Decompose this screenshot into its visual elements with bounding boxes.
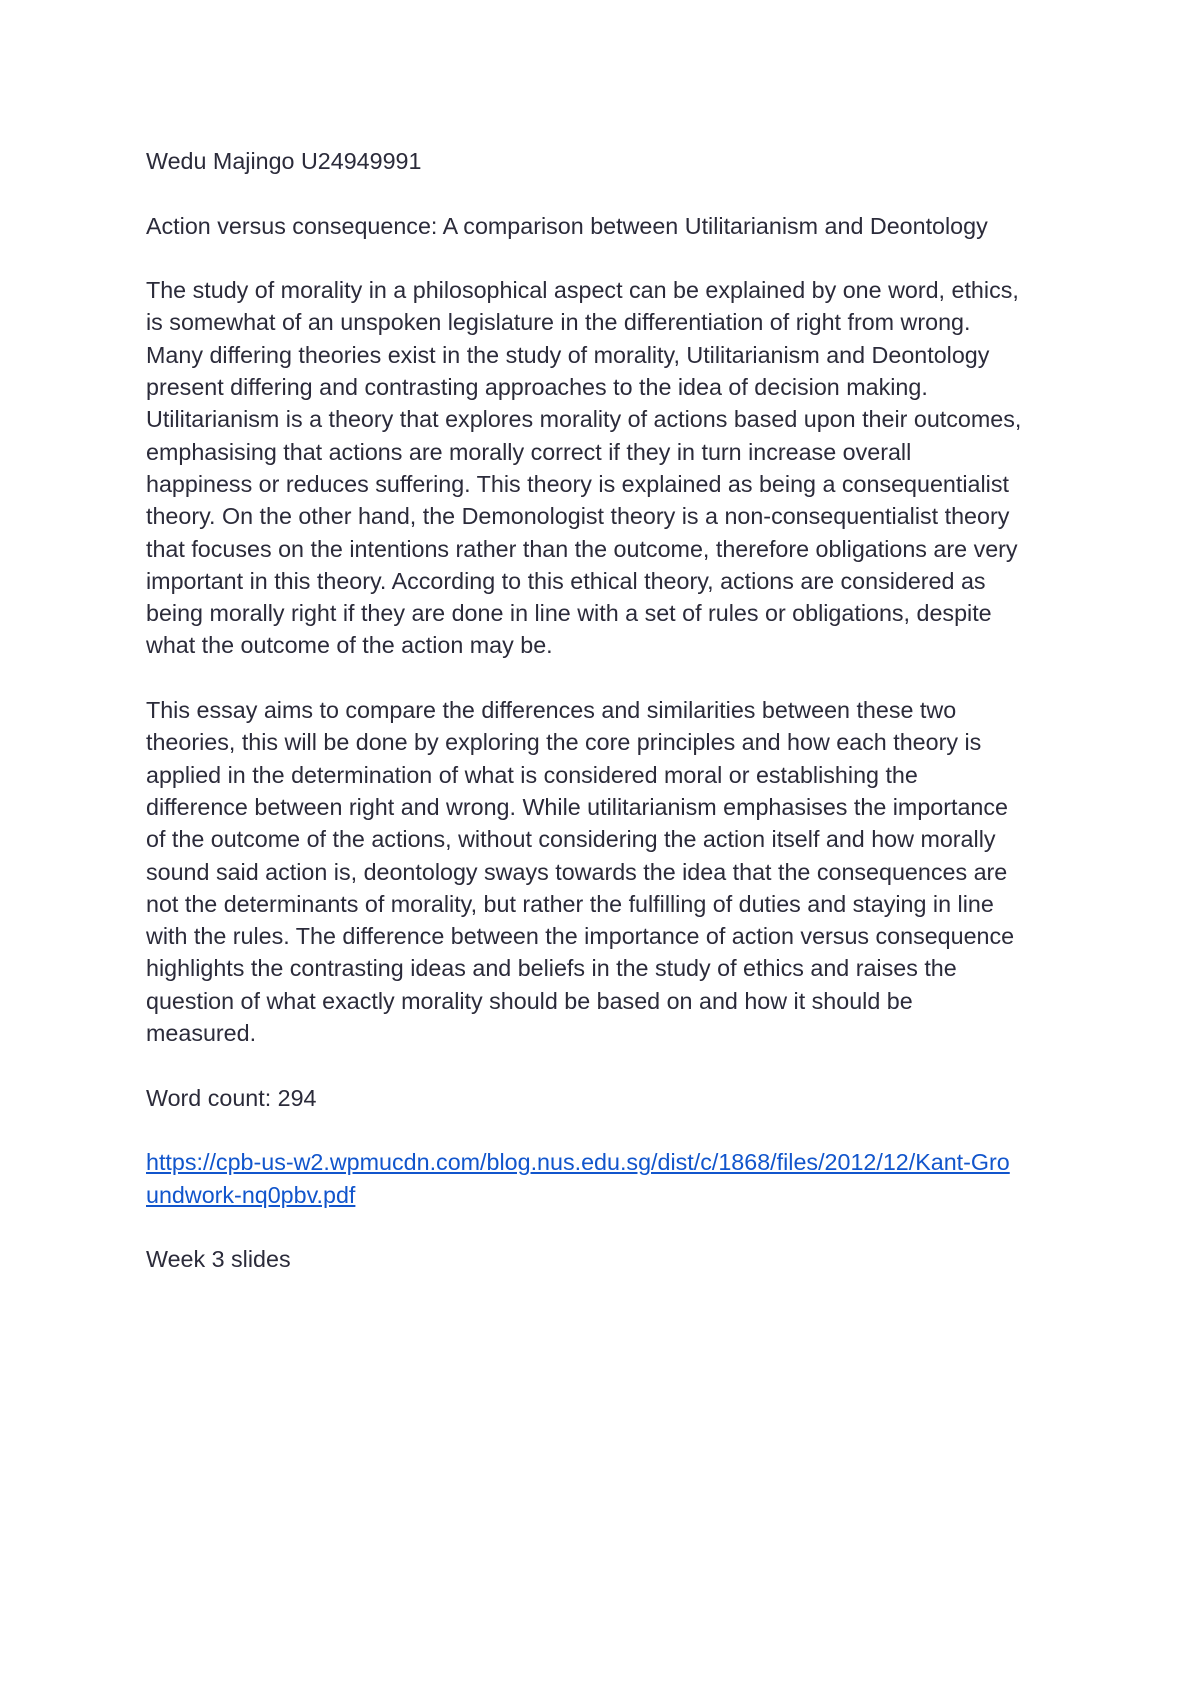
word-count: Word count: 294 <box>146 1084 317 1111</box>
paragraph-line: of the outcome of the actions, without considering the action itself and how morally <box>146 826 996 853</box>
paragraph-line: not the determinants of morality, but rather the fulfilling of duties and staying in line <box>146 890 994 917</box>
paragraph-line: important in this theory. According to this ethical theory, actions are considered as <box>146 567 986 594</box>
paragraph-line: being morally right if they are done in line with a set of rules or obligations, despite <box>146 600 992 627</box>
paragraph-line: theory. On the other hand, the Demonologist theory is a non-consequentialist theory <box>146 503 1010 530</box>
paragraph-line: theories, this will be done by exploring the core principles and how each theory is <box>146 729 982 756</box>
document-title: Action versus consequence: A comparison between Utilitarianism and Deontology <box>146 212 988 239</box>
paragraph-2 <box>146 694 1066 1049</box>
paragraph-line: present differing and contrasting approaches to the idea of decision making. <box>146 374 928 401</box>
document-page <box>146 145 1066 1308</box>
paragraph-line: is somewhat of an unspoken legislature in the differentiation of right from wrong. <box>146 309 971 336</box>
paragraph-line: happiness or reduces suffering. This theory is explained as being a consequentialist <box>146 470 1009 497</box>
paragraph-line: applied in the determination of what is considered moral or establishing the <box>146 761 918 788</box>
title-block <box>146 210 1066 242</box>
week-slides-block <box>146 1243 1066 1275</box>
paragraph-line: that focuses on the intentions rather than the outcome, therefore obligations are very <box>146 535 1018 562</box>
reference-link[interactable]: https://cpb-us-w2.wpmucdn.com/blog.nus.edu.sg/dist/c/1868/files/2012/12/Kant-Gro <box>146 1149 1010 1176</box>
word-count-block <box>146 1082 1066 1114</box>
paragraph-line: with the rules. The difference between the importance of action versus consequence <box>146 923 1015 950</box>
week-slides-reference: Week 3 slides <box>146 1246 291 1273</box>
reference-link-block <box>146 1146 1066 1211</box>
author-line: Wedu Majingo U24949991 <box>146 148 422 174</box>
paragraph-line: emphasising that actions are morally correct if they in turn increase overall <box>146 438 912 465</box>
paragraph-line: highlights the contrasting ideas and beliefs in the study of ethics and raises the <box>146 955 957 982</box>
paragraph-line: Utilitarianism is a theory that explores morality of actions based upon their outcomes, <box>146 406 1022 433</box>
paragraph-1 <box>146 274 1066 662</box>
paragraph-line: Many differing theories exist in the study of morality, Utilitarianism and Deontology <box>146 341 990 368</box>
paragraph-line: sound said action is, deontology sways towards the idea that the consequences are <box>146 858 1008 885</box>
author-line-block <box>146 145 1066 177</box>
paragraph-line: difference between right and wrong. While utilitarianism emphasises the importance <box>146 793 1008 820</box>
paragraph-line: This essay aims to compare the differences and similarities between these two <box>146 697 957 724</box>
paragraph-line: The study of morality in a philosophical aspect can be explained by one word, ethics, <box>146 277 1019 304</box>
reference-link-continuation[interactable]: undwork-nq0pbv.pdf <box>146 1181 356 1208</box>
reference-link-line <box>146 1179 1066 1211</box>
paragraph-line: question of what exactly morality should be based on and how it should be <box>146 987 913 1014</box>
paragraph-line: what the outcome of the action may be. <box>146 632 553 659</box>
reference-link-line <box>146 1146 1066 1178</box>
paragraph-line: measured. <box>146 1020 257 1047</box>
